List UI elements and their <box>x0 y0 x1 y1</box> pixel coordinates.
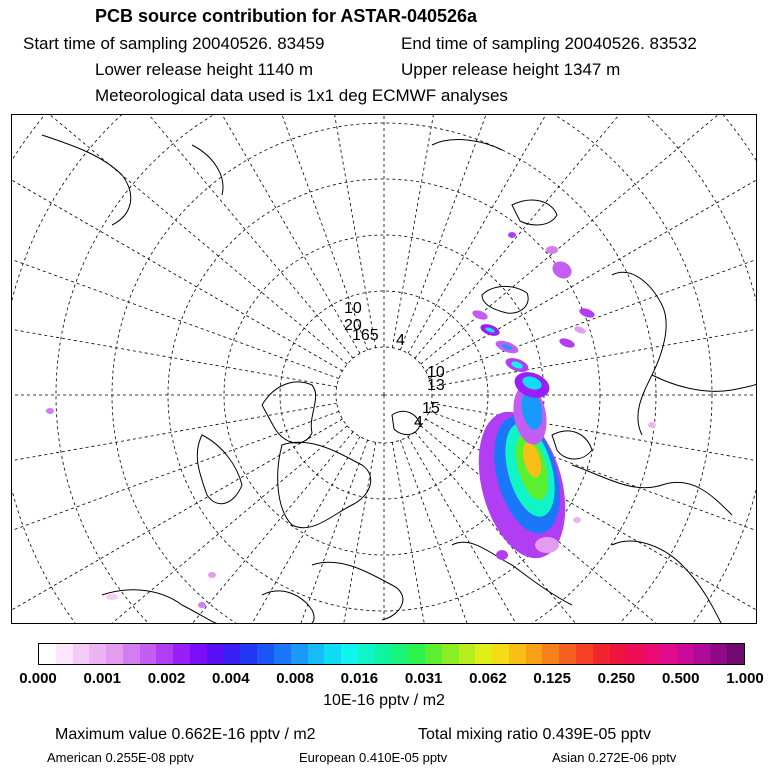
plot-title: PCB source contribution for ASTAR-040526a <box>95 6 478 26</box>
colorbar-tick-label: 0.500 <box>661 670 700 687</box>
colorbar-cell <box>643 644 660 664</box>
plume-cell <box>208 572 216 578</box>
meridian-line <box>408 437 757 624</box>
latitude-circle <box>12 115 757 624</box>
colorbar-cell <box>660 644 677 664</box>
coastline <box>552 431 592 459</box>
coastline <box>262 382 316 443</box>
colorbar-cell <box>459 644 476 664</box>
colorbar-cell <box>509 644 526 664</box>
polar-map <box>11 114 757 624</box>
colorbar-cell <box>408 644 425 664</box>
meridian-line <box>429 115 757 379</box>
grid-label: 15 <box>422 400 440 417</box>
colorbar-cell <box>207 644 224 664</box>
colorbar-cell <box>358 644 375 664</box>
colorbar-cell <box>710 644 727 664</box>
meridian-line <box>12 419 342 624</box>
meridian-line <box>12 437 360 624</box>
colorbar-cell <box>375 644 392 664</box>
meridian-line <box>392 115 540 348</box>
colorbar-tick-label: 0.125 <box>533 670 571 687</box>
meridian-line <box>12 239 337 387</box>
colorbar-tick-label: 1.000 <box>726 670 764 687</box>
meridian-line <box>12 115 347 364</box>
meridian-line <box>400 115 691 350</box>
grid-labels <box>344 300 445 431</box>
colorbar-tick-label: 0.000 <box>19 670 57 687</box>
colorbar-cell <box>391 644 408 664</box>
colorbar-cell <box>308 644 325 664</box>
coastline <box>612 541 722 624</box>
european-value: European 0.410E-05 pptv <box>299 750 448 765</box>
coastlines <box>42 135 757 624</box>
grid-label: 4 <box>396 332 405 349</box>
lower-height-label: Lower release height 1140 m <box>95 60 313 79</box>
colorbar <box>38 643 745 665</box>
meridian-line <box>12 426 347 624</box>
latitude-circle <box>12 115 757 624</box>
start-time-label: Start time of sampling 20040526. 83459 <box>23 34 325 53</box>
grid-label: 20 <box>344 317 362 334</box>
meridian-line <box>426 115 757 371</box>
colorbar-cell <box>224 644 241 664</box>
asian-value: Asian 0.272E-06 pptv <box>552 750 677 765</box>
plume-cell <box>546 246 558 254</box>
plume-cell <box>558 337 576 350</box>
colorbar-cell <box>442 644 459 664</box>
colorbar-cell <box>73 644 90 664</box>
max-value-label: Maximum value 0.662E-16 pptv / m2 <box>55 726 316 743</box>
colorbar-cell <box>274 644 291 664</box>
plume-cell <box>573 517 581 523</box>
colorbar-cell <box>324 644 341 664</box>
colorbar-cell <box>475 644 492 664</box>
grid-label: 4 <box>414 414 423 431</box>
colorbar-cell <box>593 644 610 664</box>
total-mixing-label: Total mixing ratio 0.439E-05 pptv <box>418 726 652 743</box>
colorbar-cell <box>140 644 157 664</box>
meridian-line <box>76 115 367 350</box>
colorbar-tick-label: 0.062 <box>469 670 507 687</box>
plume-cell <box>471 309 489 322</box>
plume-cell <box>535 537 559 553</box>
coastline <box>572 465 732 515</box>
plume-cell <box>106 594 118 600</box>
colorbar-cell <box>39 644 56 664</box>
latitude-circle <box>112 123 656 624</box>
coastline <box>512 200 557 225</box>
colorbar-cell <box>156 644 173 664</box>
colorbar-cell <box>526 644 543 664</box>
coastline <box>192 145 223 195</box>
meridian-line <box>415 115 757 358</box>
colorbar-cell <box>56 644 73 664</box>
plume-cell <box>648 422 656 428</box>
plume-cell <box>496 550 508 560</box>
coastline <box>197 435 242 504</box>
colorbar-cell <box>425 644 442 664</box>
meridian-line <box>12 115 353 358</box>
upper-height-label: Upper release height 1347 m <box>401 60 621 79</box>
coastline <box>278 442 371 527</box>
grid-label: 13 <box>427 377 445 394</box>
colorbar-cell <box>291 644 308 664</box>
colorbar-unit: 10E-16 pptv / m2 <box>323 692 445 709</box>
grid-label: 10 <box>344 300 362 317</box>
grid-label: 10 <box>427 364 445 381</box>
american-value: American 0.255E-08 pptv <box>47 750 194 765</box>
lat-lon-grid <box>12 115 757 624</box>
meridian-line <box>12 115 360 353</box>
coastline <box>42 135 131 225</box>
coastline <box>612 272 666 435</box>
plume-cell <box>198 602 206 608</box>
meridian-line <box>408 115 757 353</box>
coastline <box>452 542 572 605</box>
colorbar-cell <box>559 644 576 664</box>
colorbar-tick-label: 0.250 <box>597 670 636 687</box>
colorbar-cell <box>626 644 643 664</box>
colorbar-cell <box>240 644 257 664</box>
coastline <box>652 375 757 391</box>
grid-label: 165 <box>352 327 379 344</box>
plume-cell <box>46 408 54 414</box>
colorbar-cell <box>727 644 744 664</box>
plume-cell <box>549 258 574 282</box>
meridian-line <box>12 115 342 371</box>
colorbar-cell <box>677 644 694 664</box>
coastline <box>262 591 314 624</box>
colorbar-cell <box>257 644 274 664</box>
plume-cell <box>573 325 586 335</box>
colorbar-cell <box>576 644 593 664</box>
colorbar-cell <box>89 644 106 664</box>
colorbar-tick-label: 0.031 <box>404 670 443 687</box>
colorbar-cell <box>610 644 627 664</box>
colorbar-cell <box>190 644 207 664</box>
colorbar-tick-label: 0.016 <box>340 670 379 687</box>
colorbar-cell <box>492 644 509 664</box>
colorbar-cell <box>173 644 190 664</box>
colorbar-cell <box>106 644 123 664</box>
colorbar-tick-label: 0.001 <box>83 670 122 687</box>
coastline <box>432 140 502 150</box>
end-time-label: End time of sampling 20040526. 83532 <box>401 34 697 53</box>
map-svg <box>12 115 757 624</box>
meridian-line <box>429 411 757 624</box>
met-data-label: Meteorological data used is 1x1 deg ECMWF analyses <box>95 86 508 105</box>
colorbar-tick-label: 0.002 <box>147 670 186 687</box>
meridian-line <box>76 440 367 624</box>
colorbar-cell <box>542 644 559 664</box>
meridian-line <box>228 442 376 624</box>
coastline <box>312 562 403 620</box>
plume-cell <box>578 307 596 320</box>
colorbar-cell <box>341 644 358 664</box>
meridian-line <box>421 115 757 364</box>
colorbar-cell <box>123 644 140 664</box>
colorbar-cell <box>693 644 710 664</box>
colorbar-tick-label: 0.008 <box>276 670 314 687</box>
meridian-line <box>12 403 337 551</box>
plume-cell <box>508 232 516 238</box>
colorbar-tick-label: 0.004 <box>212 670 250 687</box>
